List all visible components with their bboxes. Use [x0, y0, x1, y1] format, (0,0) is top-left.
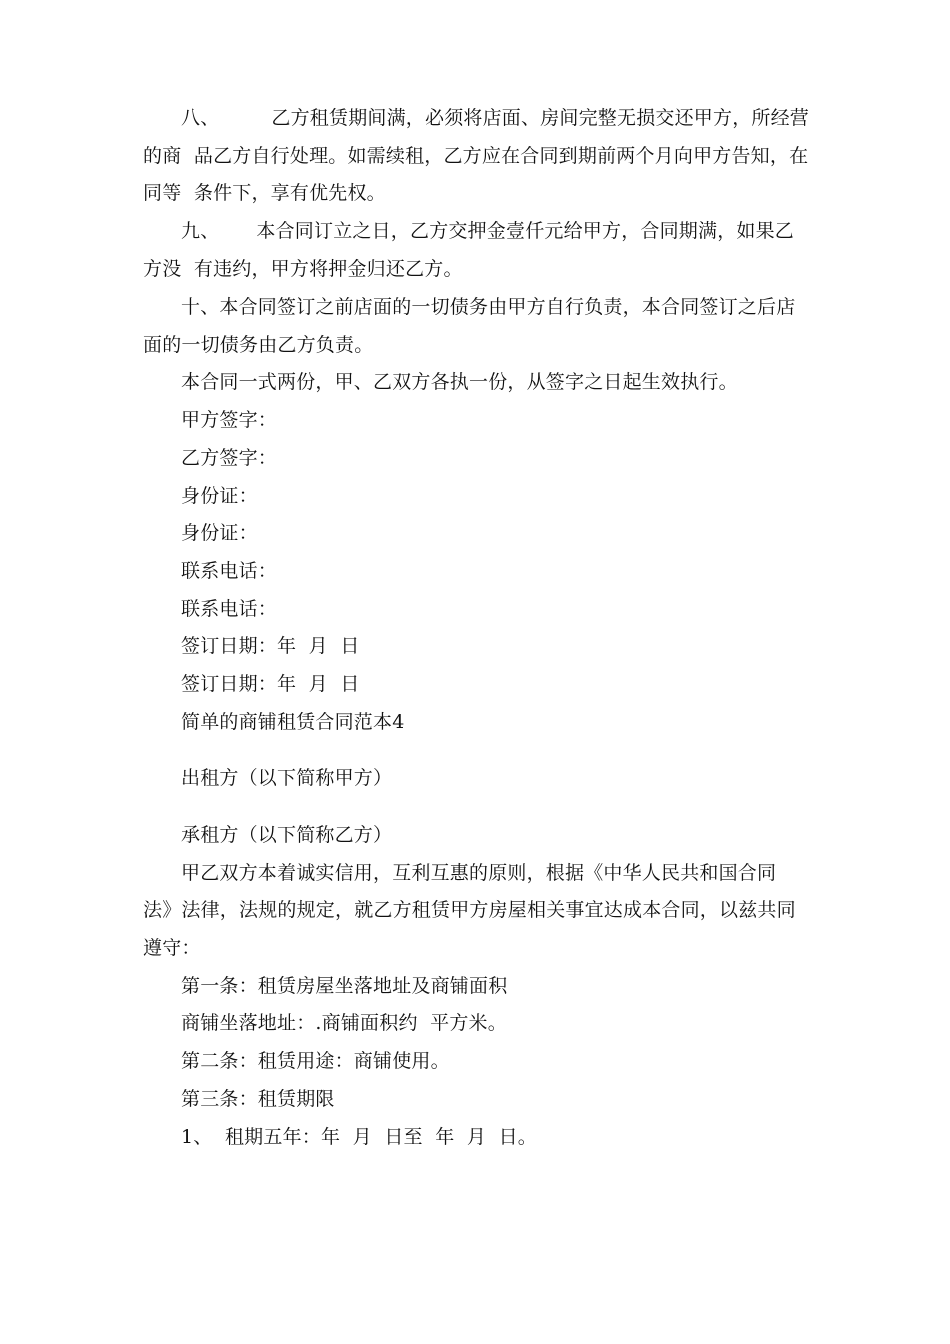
party-b-signature-label: 乙方签字： [181, 447, 278, 469]
lessor-line: 出租方（以下简称甲方） [181, 767, 393, 789]
id-label-1: 身份证： [181, 485, 258, 507]
clause-10-line-2: 面的一切债务由乙方负责。 [143, 334, 374, 356]
clause-9-number: 九、 [181, 220, 220, 242]
clause-8-line-1 [181, 106, 809, 130]
article-2: 第二条：租赁用途：商铺使用。 [181, 1050, 450, 1072]
clause-9-line-2: 方没 有违约，甲方将押金归还乙方。 [143, 258, 463, 280]
clause-9-text: 本合同订立之日，乙方交押金壹仟元给甲方，合同期满，如果乙 [256, 220, 795, 242]
article-1-body: 商铺坐落地址：.商铺面积约 平方米。 [181, 1012, 507, 1034]
id-label-2: 身份证： [181, 522, 258, 544]
phone-label-1: 联系电话： [181, 560, 278, 582]
clause-10-line-1: 十、本合同签订之前店面的一切债务由甲方自行负责，本合同签订之后店 [181, 296, 796, 318]
clause-8-text: 乙方租赁期间满，必须将店面、房间完整无损交还甲方，所经营 [271, 107, 810, 129]
article-3-title: 第三条：租赁期限 [181, 1088, 335, 1110]
phone-label-2: 联系电话： [181, 598, 278, 620]
clause-8-number: 八、 [181, 107, 220, 129]
clause-8-line-3: 同等 条件下，享有优先权。 [143, 182, 386, 204]
preamble-line-2: 法》法律，法规的规定，就乙方租赁甲方房屋相关事宜达成本合同，以兹共同 [143, 899, 796, 921]
sign-date-1: 签订日期：年 月 日 [181, 635, 360, 657]
clause-8-line-2: 的商 品乙方自行处理。如需续租，乙方应在合同到期前两个月向甲方告知，在 [143, 145, 809, 167]
preamble-line-1: 甲乙双方本着诚实信用，互利互惠的原则，根据《中华人民共和国合同 [181, 862, 777, 884]
clause-9-line-1 [181, 219, 794, 243]
article-1-title: 第一条：租赁房屋坐落地址及商铺面积 [181, 975, 508, 997]
preamble-line-3: 遵守： [143, 937, 201, 959]
article-3-item-1: 1、 租期五年：年 月 日至 年 月 日。 [181, 1126, 537, 1148]
closing-statement: 本合同一式两份，甲、乙双方各执一份，从签字之日起生效执行。 [181, 371, 738, 393]
lessee-line: 承租方（以下简称乙方） [181, 824, 393, 846]
sign-date-2: 签订日期：年 月 日 [181, 673, 360, 695]
party-a-signature-label: 甲方签字： [181, 409, 278, 431]
contract-heading: 简单的商铺租赁合同范本4 [181, 711, 405, 733]
